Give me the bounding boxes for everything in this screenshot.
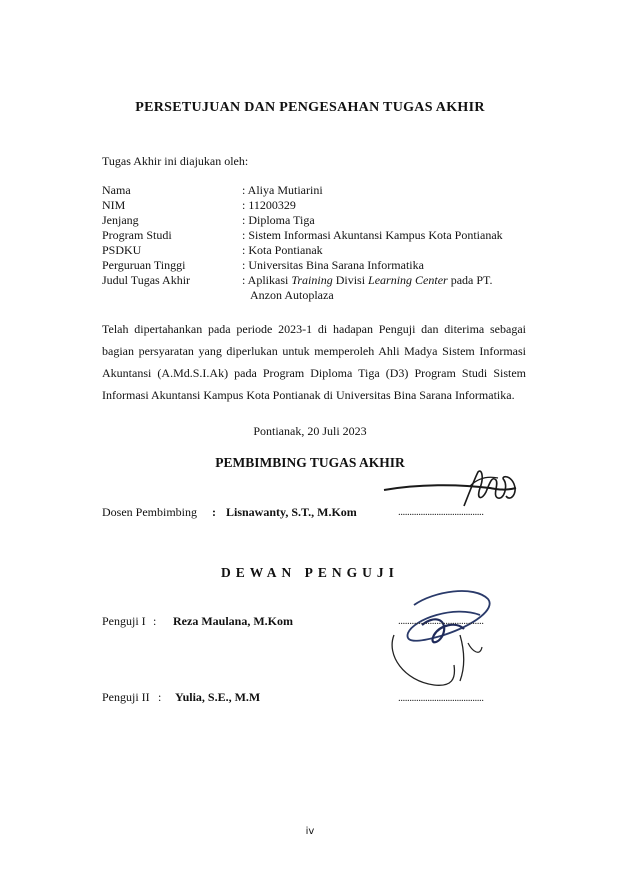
field-label: Nama — [102, 183, 131, 197]
field-label: PSDKU — [102, 243, 142, 257]
penguji-2-name: Yulia, S.E., M.M — [175, 690, 261, 704]
pembimbing-heading: PEMBIMBING TUGAS AKHIR — [215, 455, 405, 470]
pembimbing-name: Lisnawanty, S.T., M.Kom — [226, 505, 357, 519]
judul-italic-training: Training — [291, 273, 333, 287]
penguji-1-signature-line: ...................................... — [398, 615, 484, 627]
pembimbing-colon: : — [212, 505, 216, 519]
field-value: : Universitas Bina Sarana Informatika — [242, 258, 424, 272]
pembimbing-label: Dosen Pembimbing — [102, 505, 197, 519]
page-title: PERSETUJUAN DAN PENGESAHAN TUGAS AKHIR — [135, 100, 485, 115]
field-label: Program Studi — [102, 228, 172, 242]
field-label: Judul Tugas Akhir — [102, 273, 191, 287]
judul-suffix: pada PT. — [447, 273, 493, 287]
approval-paragraph: Telah dipertahankan pada periode 2023-1 di hadapan Penguji dan diterima sebagai bagian persyaratan yang diperlukan untuk memperoleh Ahli Madya Sistem Informasi Akuntansi (A.Md.S.I.Ak) pada Program Diploma Tiga (D3) Program Studi Sistem Informasi Akuntansi Kampus Kota Pontianak di Universitas Bina Sarana Informatika. — [102, 322, 526, 402]
field-value: : Aliya Mutiarini — [242, 183, 323, 197]
intro-text: Tugas Akhir ini diajukan oleh: — [102, 154, 249, 168]
field-value: : 11200329 — [242, 198, 296, 212]
field-value: : Diploma Tiga — [242, 213, 315, 227]
penguji-2-label: Penguji II — [102, 690, 150, 704]
field-label: Jenjang — [102, 213, 139, 227]
field-label: NIM — [102, 198, 126, 212]
field-label: Perguruan Tinggi — [102, 258, 186, 272]
page-number: iv — [305, 826, 315, 837]
penguji-signature-icon — [384, 585, 504, 695]
pembimbing-signature-line: ...................................... — [398, 506, 484, 518]
penguji-1-label: Penguji I — [102, 614, 146, 628]
judul-mid: Divisi — [332, 273, 369, 287]
judul-italic-learning-center: Learning Center — [368, 273, 448, 287]
dewan-heading: DEWAN PENGUJI — [221, 565, 399, 580]
judul-prefix: : Aplikasi — [242, 273, 292, 287]
field-value: : Kota Pontianak — [242, 243, 323, 257]
judul-line2: Anzon Autoplaza — [250, 288, 334, 302]
penguji-2-signature-line: ...................................... — [398, 692, 484, 704]
place-date: Pontianak, 20 Juli 2023 — [253, 424, 367, 438]
field-value-judul — [242, 273, 542, 288]
penguji-1-colon: : — [153, 614, 157, 628]
penguji-2-colon: : — [158, 690, 162, 704]
field-value: : Sistem Informasi Akuntansi Kampus Kota Pontianak — [242, 228, 503, 242]
penguji-1-name: Reza Maulana, M.Kom — [173, 614, 293, 628]
